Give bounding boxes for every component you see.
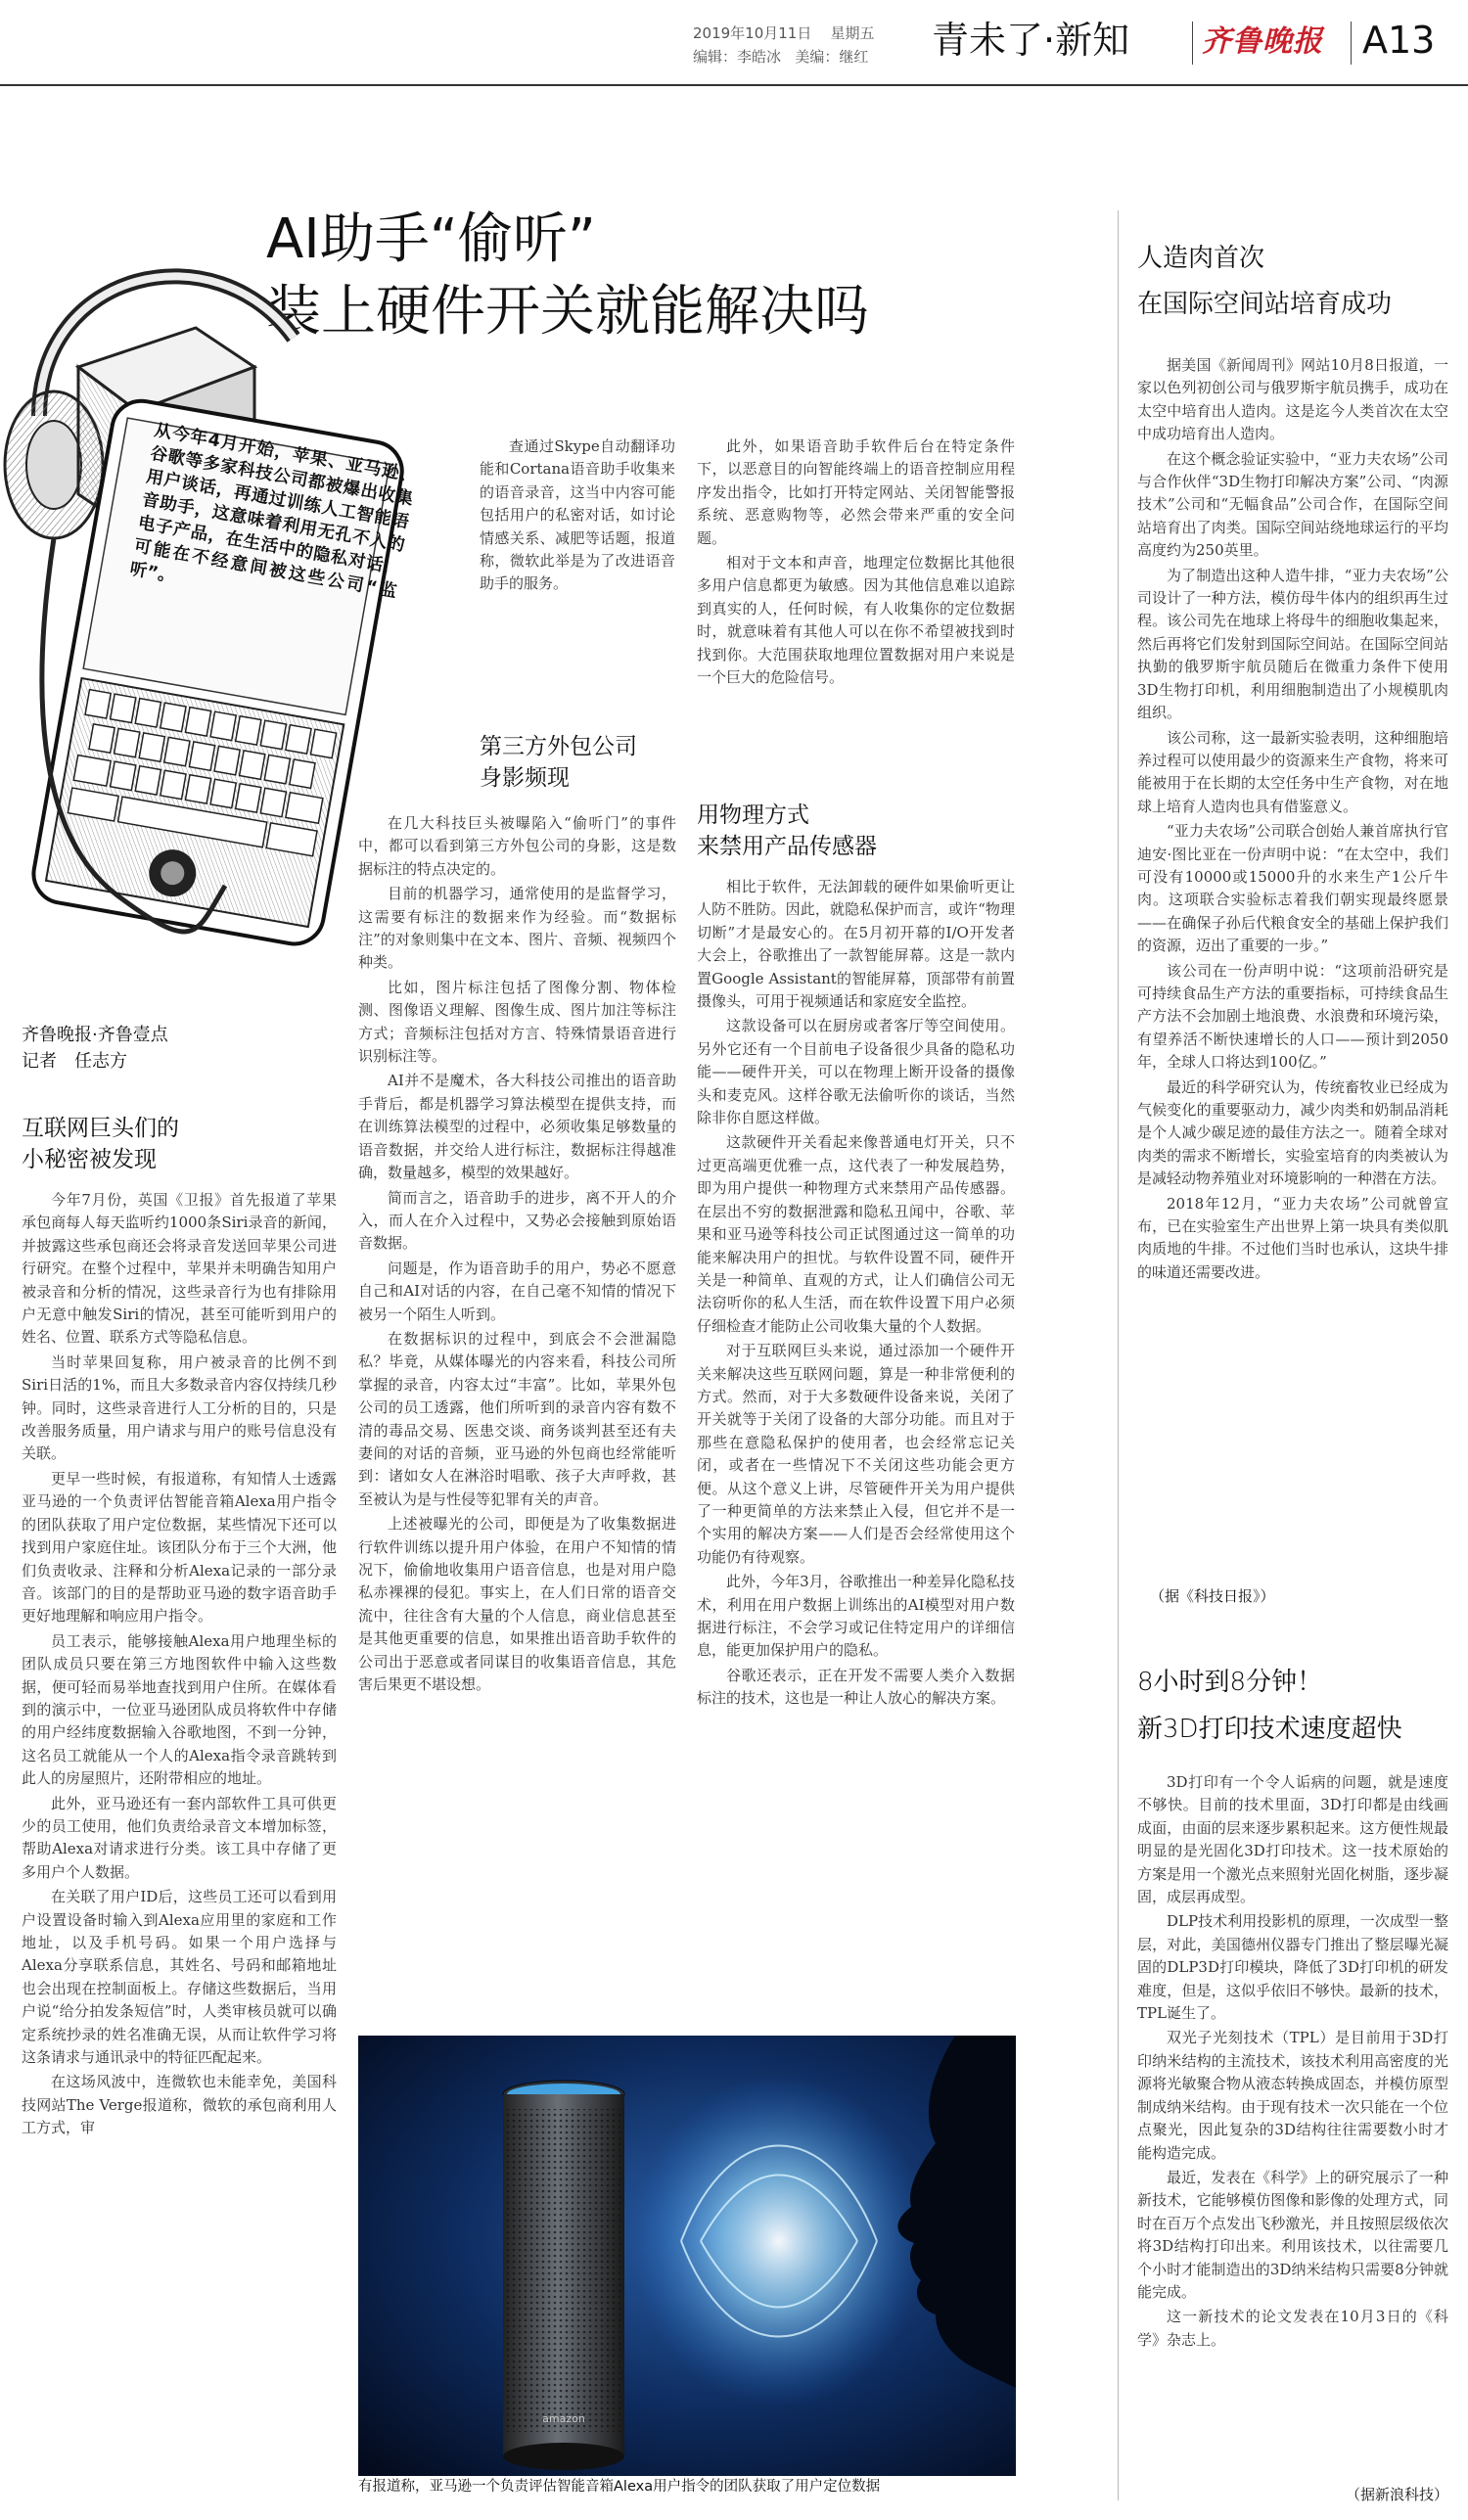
paragraph: 在几大科技巨头被曝陷入“偷听门”的事件中，都可以看到第三方外包公司的身影，这是数据标注的特点决定的。 <box>358 814 676 878</box>
side2-body <box>1137 1771 1448 2481</box>
paragraph: 2018年12月，“亚力夫农场”公司就曾宣布，已在实验室生产出世界上第一块具有类似肌肉质地的牛排。不过他们当时也承认，这块牛排的味道还需要改进。 <box>1137 1194 1448 1281</box>
paragraph: 查通过Skype自动翻译功能和Cortana语音助手收集来的语音录音，这当中内容可能包括用户的私密对话，如讨论情感关系、减肥等话题，报道称，微软此举是为了改进语音助手的服务。 <box>480 437 675 593</box>
paragraph: 问题是，作为语音助手的用户，势必不愿意自己和AI对话的内容，在自己毫不知情的情况下被另一个陌生人听到。 <box>358 1259 676 1323</box>
section2-title-line1: 第三方外包公司 <box>480 734 637 759</box>
paragraph: 该公司称，这一最新实验表明，这种细胞培养过程可以使用最少的资源来生产食物，将来可能被用于在长期的太空任务中生产食物，对在地球上培育人造肉也具有借鉴意义。 <box>1137 728 1448 815</box>
issue-date: 2019年10月11日 <box>693 24 812 42</box>
side1-title-line1: 人造肉首次 <box>1137 244 1265 273</box>
side2-title-line2: 新3D打印技术速度超快 <box>1137 1715 1402 1744</box>
main-column-2 <box>358 812 676 2026</box>
lead-text: 从今年4月开始，苹果、亚马逊、谷歌等多家科技公司都被爆出收集用户谈话，再通过训练人工智能语音助手，这意味着利用无孔不入的电子产品，在生活中的隐私对话，可能在不经意间被这些公司“监听”。 <box>128 420 419 603</box>
paragraph: 这款设备可以在厨房或者客厅等空间使用。另外它还有一个目前电子设备很少具备的隐私功能——硬件开关，可以在物理上断开设备的摄像头和麦克风。这样谷歌无法偷听你的谈话，当然除非你自愿这样做。 <box>697 1017 1015 1127</box>
header-divider-1 <box>1192 22 1193 65</box>
editor-line <box>693 45 868 69</box>
paragraph: 最近，发表在《科学》上的研究展示了一种新技术，它能够模仿图像和影像的处理方式，同时在百万个点发出飞秒激光，并且按照层级依次将3D结构打印出来。利用该技术，以往需要几个小时才能制造出的3D纳米结构只需要8分钟就能完成。 <box>1137 2168 1448 2301</box>
paragraph: 在这个概念验证实验中，“亚力夫农场”公司与合作伙伴“3D生物打印解决方案”公司、“肉源技术”公司和“无幅食品”公司合作，在国际空间站培育出了肉类。国际空间站绕地球运行的平均高度约为250英里。 <box>1137 449 1448 560</box>
paragraph: 此外，亚马逊还有一套内部软件工具可供更少的员工使用，他们负责给录音文本增加标签，帮助Alexa对请求进行分类。该工具中存储了更多用户个人数据。 <box>22 1794 337 1881</box>
paragraph: 谷歌还表示，正在开发不需要人类介入数据标注的技术，这也是一种让人放心的解决方案。 <box>697 1666 1015 1708</box>
paragraph: 对于互联网巨头来说，通过添加一个硬件开关来解决这些互联网问题，算是一种非常便利的方式。然而，对于大多数硬件设备来说，关闭了开关就等于关闭了设备的大部分功能。而且对于那些在意隐私保护的使用者，也会经常忘记关闭，或者在一些情况下不关闭这些功能会更方便。从这个意义上讲，尽管硬件开关为用户提供了一种更简单的方法来禁止入侵，但它并不是一个实用的解决方案——人们是否会经常使用这个功能仍有待观察。 <box>697 1342 1015 1566</box>
paragraph: 双光子光刻技术（TPL）是目前用于3D打印纳米结构的主流技术，该技术利用高密度的光源将光敏聚合物从液态转换成固态，并模仿原型制成纳米结构。由于现有技术一次只能在一个位点聚光，因此复杂的3D结构往往需要数小时才能构造完成。 <box>1137 2029 1448 2162</box>
newspaper-logo: 齐鲁晚报 <box>1202 24 1323 59</box>
paragraph: 该公司在一份声明中说：“这项前沿研究是可持续食品生产方法的重要指标，可持续食品生产方法不会加剧土地浪费、水浪费和环境污染，有望养活不断快速增长的人口——预计到2050年，全球人口将达到100亿。” <box>1137 961 1448 1072</box>
paragraph: 为了制造出这种人造牛排，“亚力夫农场”公司设计了一种方法，模仿母牛体内的组织再生过程。该公司先在地球上将母牛的细胞收集起来，然后再将它们发射到国际空间站。在国际空间站执勤的俄罗斯宇航员随后在微重力条件下使用3D生物打印机，利用细胞制造出了小规模肌肉组织。 <box>1137 566 1448 722</box>
paragraph: 相对于文本和声音，地理定位数据比其他很多用户信息都更为敏感。因为其他信息难以追踪到真实的人，任何时候，有人收集你的定位数据时，就意味着有其他人可以在你不希望被找到时找到你。大范围获取地理位置数据对用户来说是一个巨大的危险信号。 <box>697 554 1015 687</box>
side1-title-line2: 在国际空间站培育成功 <box>1137 290 1393 319</box>
paragraph: DLP技术利用投影机的原理，一次成型一整层，对此，美国德州仪器专门推出了整层曝光凝固的DLP3D打印模块，降低了3D打印机的研发难度，但是，这似乎依旧不够快。最新的技术，TPL诞生了。 <box>1137 1912 1448 2023</box>
paragraph: “亚力夫农场”公司联合创始人兼首席执行官迪安·图比亚在一份声明中说：“在太空中，我们可没有10000或15000升的水来生产1公斤牛肉。这项联合实验标志着我们朝实现最终愿景——在确保子孙后代粮食安全的基础上保护我们的资源，迈出了重要的一步。” <box>1137 822 1448 955</box>
section1-title-line1: 互联网巨头们的 <box>22 1116 179 1141</box>
paragraph: 在这场风波中，连微软也未能幸免，美国科技网站The Verge报道称，微软的承包商利用人工方式，审 <box>22 2073 337 2137</box>
section1-title-line2: 小秘密被发现 <box>22 1147 157 1172</box>
photo-caption: 有报道称，亚马逊一个负责评估智能音箱Alexa用户指令的团队获取了用户定位数据 <box>358 2479 881 2495</box>
sidebar-divider <box>1118 210 1119 2500</box>
paragraph: AI并不是魔术，各大科技公司推出的语音助手背后，都是机器学习算法模型在提供支持，而在训练算法模型的过程中，必须收集足够数量的语音数据，并交给人进行标注，数据标注得越准确，数量越多，模型的效果越好。 <box>358 1072 676 1182</box>
paragraph: 简而言之，语音助手的进步，离不开人的介入，而人在介入过程中，又势必会接触到原始语音数据。 <box>358 1188 676 1253</box>
paragraph: 此外，如果语音助手软件后台在特定条件下，以恶意目的向智能终端上的语音控制应用程序发出指令，比如打开特定网站、关闭智能警报系统、恶意购物等，必然会带来严重的安全问题。 <box>697 437 1015 547</box>
side2-title-line1: 8小时到8分钟！ <box>1137 1668 1323 1697</box>
paragraph: 目前的机器学习，通常使用的是监督学习，这需要有标注的数据来作为经验。而“数据标注”的对象则集中在文本、图片、音频、视频四个种类。 <box>358 885 676 972</box>
byline-reporter: 记者 任志方 <box>22 1051 127 1072</box>
page-number: A13 <box>1362 19 1436 62</box>
side1-source: （据《科技日报》） <box>1150 1587 1275 1605</box>
main-column-3 <box>697 876 1015 2026</box>
headline-line1: AI助手“偷听” <box>266 207 596 271</box>
paragraph: 据美国《新闻周刊》网站10月8日报道，一家以色列初创公司与俄罗斯宇航员携手，成功在太空中培育出人造肉。这是迄今人类首次在太空中成功培育出人造肉。 <box>1137 356 1448 443</box>
section2-title-line2: 身影频现 <box>480 765 570 791</box>
main-column-2-top <box>480 435 675 719</box>
designer-credit: 美编：继红 <box>795 48 869 66</box>
section3-title-line1: 用物理方式 <box>697 802 809 828</box>
section3-title-line2: 来禁用产品传感器 <box>697 834 877 859</box>
paragraph: 在关联了用户ID后，这些员工还可以看到用户设置设备时输入到Alexa应用里的家庭和工作地址，以及手机号码。如果一个用户选择与Alexa分享联系信息，其姓名、号码和邮箱地址也会出现在控制面板上。存储这些数据后，当用户说“给分拍发条短信”时，人类审核员就可以确定系统抄录的姓名准确无误，从而让软件学习将这条请求与通讯录中的特征匹配起来。 <box>22 1888 337 2067</box>
paragraph: 这款硬件开关看起来像普通电灯开关，只不过更高端更优雅一点，这代表了一种发展趋势，即为用户提供一种物理方式来禁用产品传感器。在层出不穷的数据泄露和隐私丑闻中，谷歌、苹果和亚马逊等科技公司正试图通过这一简单的功能来解决用户的担忧。与软件设置不同，硬件开关是一种简单、直观的方式，让人们确信公司无法窃听你的私人生活，而在软件设置下用户必须仔细检查才能防止公司收集大量的个人数据。 <box>697 1133 1015 1335</box>
issue-weekday: 星期五 <box>830 24 875 42</box>
editor-credit: 编辑：李皓冰 <box>693 48 782 66</box>
header-divider-2 <box>1351 22 1352 65</box>
side2-source: （据新浪科技） <box>1346 2486 1449 2503</box>
smart-speaker-photo <box>358 2036 1016 2476</box>
speaker-brand-label: amazon <box>542 2412 585 2425</box>
section-name: 青未了·新知 <box>932 19 1130 62</box>
header-rule <box>0 84 1468 86</box>
paragraph: 这一新技术的论文发表在10月3日的《科学》杂志上。 <box>1137 2308 1448 2349</box>
paragraph: 比如，图片标注包括了图像分割、物体检测、图像语义理解、图像生成、图片加注等标注方式；音频标注包括对方言、特殊情景语音进行识别标注等。 <box>358 978 676 1066</box>
issue-date-line <box>693 22 874 45</box>
paragraph: 员工表示，能够接触Alexa用户地理坐标的团队成员只要在第三方地图软件中输入这些数据，便可轻而易举地查找到用户住所。在媒体看到的演示中，一位亚马逊团队成员将软件中存储的用户经纬度数据输入谷歌地图，不到一分钟，这名员工就能从一个人的Alexa指令录音跳转到此人的房屋照片，还附带相应的地址。 <box>22 1631 337 1788</box>
paragraph: 最近的科学研究认为，传统畜牧业已经成为气候变化的重要驱动力，减少肉类和奶制品消耗是个人减少碳足迹的最佳方法之一。随着全球对肉类的需求不断增长，实验室培育的肉类被认为是减轻动物养殖业对环境影响的一种潜在方法。 <box>1137 1077 1448 1188</box>
paragraph: 相比于软件，无法卸载的硬件如果偷听更让人防不胜防。因此，就隐私保护而言，或许“物理切断”才是最安心的。在5月初开幕的I/O开发者大会上，谷歌推出了一款智能屏幕。这是一款内置Google Assistant的智能屏幕，顶部带有前置摄像头，可用于视频通话和家庭安全监控。 <box>697 878 1015 1011</box>
paragraph: 当时苹果回复称，用户被录音的比例不到Siri日活的1%，而且大多数录音内容仅持续几秒钟。同时，这些录音进行人工分析的目的，只是改善服务质量，用户请求与用户的账号信息没有关联。 <box>22 1352 337 1463</box>
main-column-3-top <box>697 435 1015 773</box>
paragraph: 在数据标识的过程中，到底会不会泄漏隐私？毕竟，从媒体曝光的内容来看，科技公司所掌握的录音，内容太过“丰富”。比如，苹果外包公司的员工透露，他们所听到的录音内容有数不清的毒品交易、医患交谈、商务谈判甚至还有夫妻间的对话的音频，亚马逊的外包商也经常能听到：诸如女人在淋浴时唱歌、孩子大声呼救，甚至被认为是与性侵等犯罪有关的声音。 <box>358 1329 676 1508</box>
main-column-1 <box>22 1189 337 2505</box>
paragraph: 今年7月份，英国《卫报》首先报道了苹果承包商每人每天监听约1000条Siri录音的新闻，并披露这些承包商还会将录音发送回苹果公司进行研究。在整个过程中，苹果并未明确告知用户被录音和分析的情况，这些录音行为也有排除用户无意中触发Siri的情况，甚至可能听到用户的姓名、位置、联系方式等隐私信息。 <box>22 1191 337 1347</box>
paragraph: 此外，今年3月，谷歌推出一种差异化隐私技术，利用在用户数据上训练出的AI模型对用户数据进行标注，不会学习或记住特定用户的详细信息，能更加保护用户的隐私。 <box>697 1573 1015 1660</box>
byline-source: 齐鲁晚报·齐鲁壹点 <box>22 1025 168 1045</box>
headline-line2: 装上硬件开关就能解决吗 <box>266 280 869 344</box>
side1-body <box>1137 354 1448 1576</box>
paragraph: 3D打印有一个令人诟病的问题，就是速度不够快。目前的技术里面，3D打印都是由线画成面，由面的层来逐步累积起来。这方便性规最明显的是光固化3D打印技术。这一技术原始的方案是用一个激光点来照射光固化树脂，逐步凝固，成层再成型。 <box>1137 1773 1448 1906</box>
paragraph: 上述被曝光的公司，即便是为了收集数据进行软件训练以提升用户体验，在用户不知情的情况下，偷偷地收集用户语音信息，也是对用户隐私赤裸裸的侵犯。事实上，在人们日常的语音交流中，往往含有大量的个人信息，商业信息甚至是其他更重要的信息，如果推出语音助手软件的公司出于恶意或者同谋目的收集语音信息，其危害后果更不堪设想。 <box>358 1515 676 1694</box>
paragraph: 更早一些时候，有报道称，有知情人士透露亚马逊的一个负责评估智能音箱Alexa用户指令的团队获取了用户定位数据，某些情况下还可以找到用户家庭住址。该团队分布于三个大洲，他们负责收录、注释和分析Alexa记录的一部分录音。该部门的目的是帮助亚马逊的数字语音助手更好地理解和响应用户指令。 <box>22 1469 337 1626</box>
